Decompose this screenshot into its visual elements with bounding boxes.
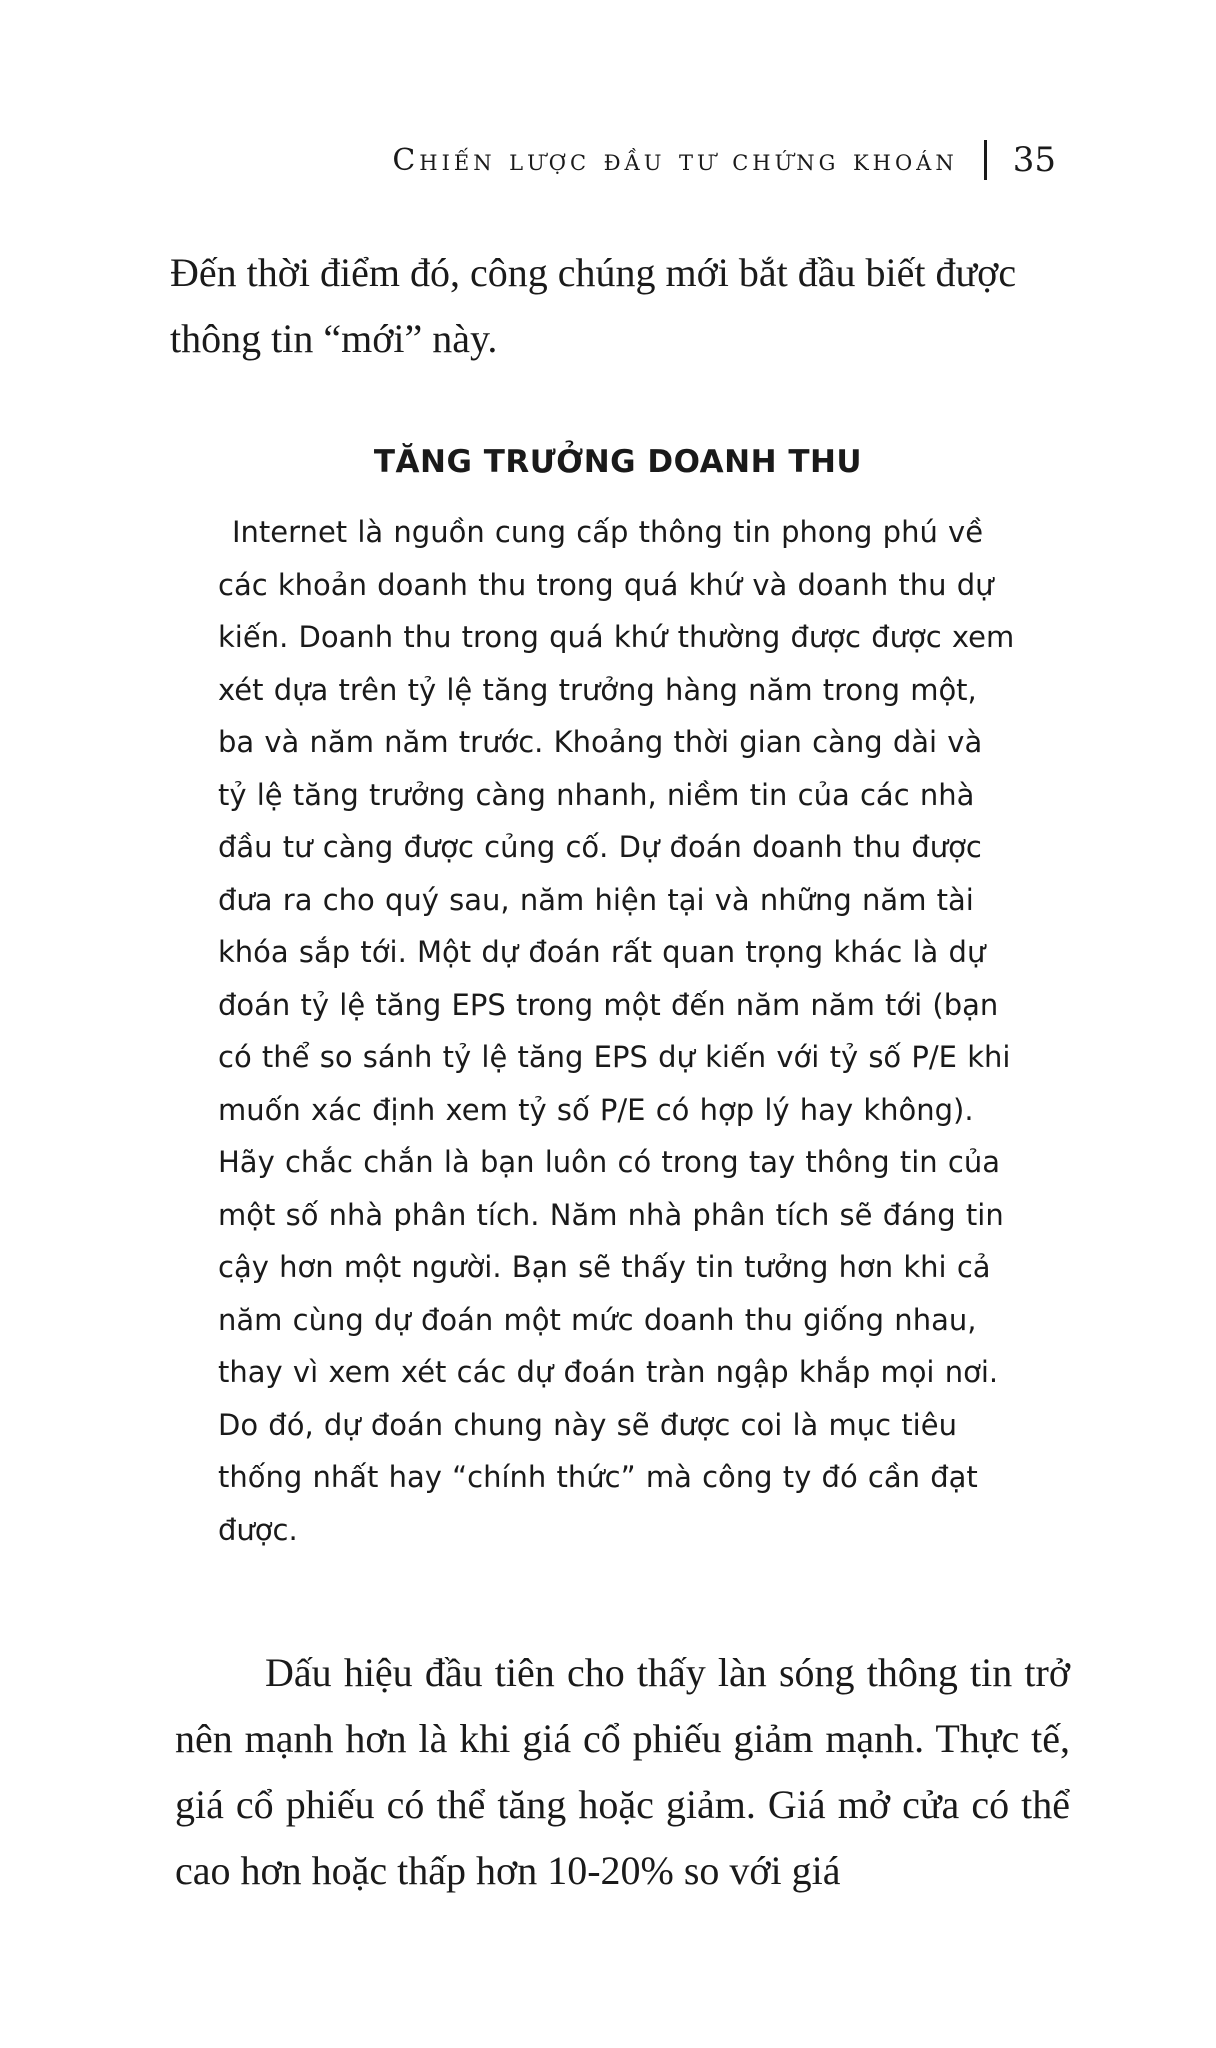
sidebar-paragraph: Internet là nguồn cung cấp thông tin phong phú về các khoản doanh thu trong quá khứ và doanh thu dự kiến. Doanh thu trong quá khứ thường được được xem xét dựa trên tỷ lệ tăng trưởng hàng năm trong một, ba và năm năm trước. Khoảng thời gian càng dài và tỷ lệ tăng trưởng càng nhanh, niềm tin của các nhà đầu tư càng được củng cố. Dự đoán doanh thu được đưa ra cho quý sau, năm hiện tại và những năm tài khóa sắp tới. Một dự đoán rất quan trọng khác là dự đoán tỷ lệ tăng EPS trong một đến năm năm tới (bạn có thể so sánh tỷ lệ tăng EPS dự kiến với tỷ số P/E khi muốn xác định xem tỷ số P/E có hợp lý hay không). Hãy chắc chắn là bạn luôn có trong tay thông tin của một số nhà phân tích. Năm nhà phân tích sẽ đáng tin cậy hơn một người. Bạn sẽ thấy tin tưởng hơn khi cả năm cùng dự đoán một mức doanh thu giống nhau, thay vì xem xét các dự đoán tràn ngập khắp mọi nơi. Do đó, dự đoán chung này sẽ được coi là mục tiêu thống nhất hay “chính thức” mà công ty đó cần đạt được. <box>218 515 1015 1547</box>
main-paragraph: Dấu hiệu đầu tiên cho thấy làn sóng thông tin trở nên mạnh hơn là khi giá cổ phiếu giảm mạnh. Thực tế, giá cổ phiếu có thể tăng hoặc giảm. Giá mở cửa có thể cao hơn hoặc thấp hơn 10-20% so với giá <box>175 1650 1070 1893</box>
intro-paragraph: Đến thời điểm đó, công chúng mới bắt đầu biết được thông tin “mới” này. <box>170 250 1017 361</box>
sidebar-heading: TĂNG TRƯỞNG DOANH THU <box>373 444 863 480</box>
running-header <box>392 140 1056 180</box>
page-number: 35 <box>1012 140 1056 180</box>
header-divider <box>984 140 987 180</box>
sidebar-box <box>218 440 1018 1556</box>
running-title: Chiến lược đầu tư chứng khoán <box>392 142 958 178</box>
